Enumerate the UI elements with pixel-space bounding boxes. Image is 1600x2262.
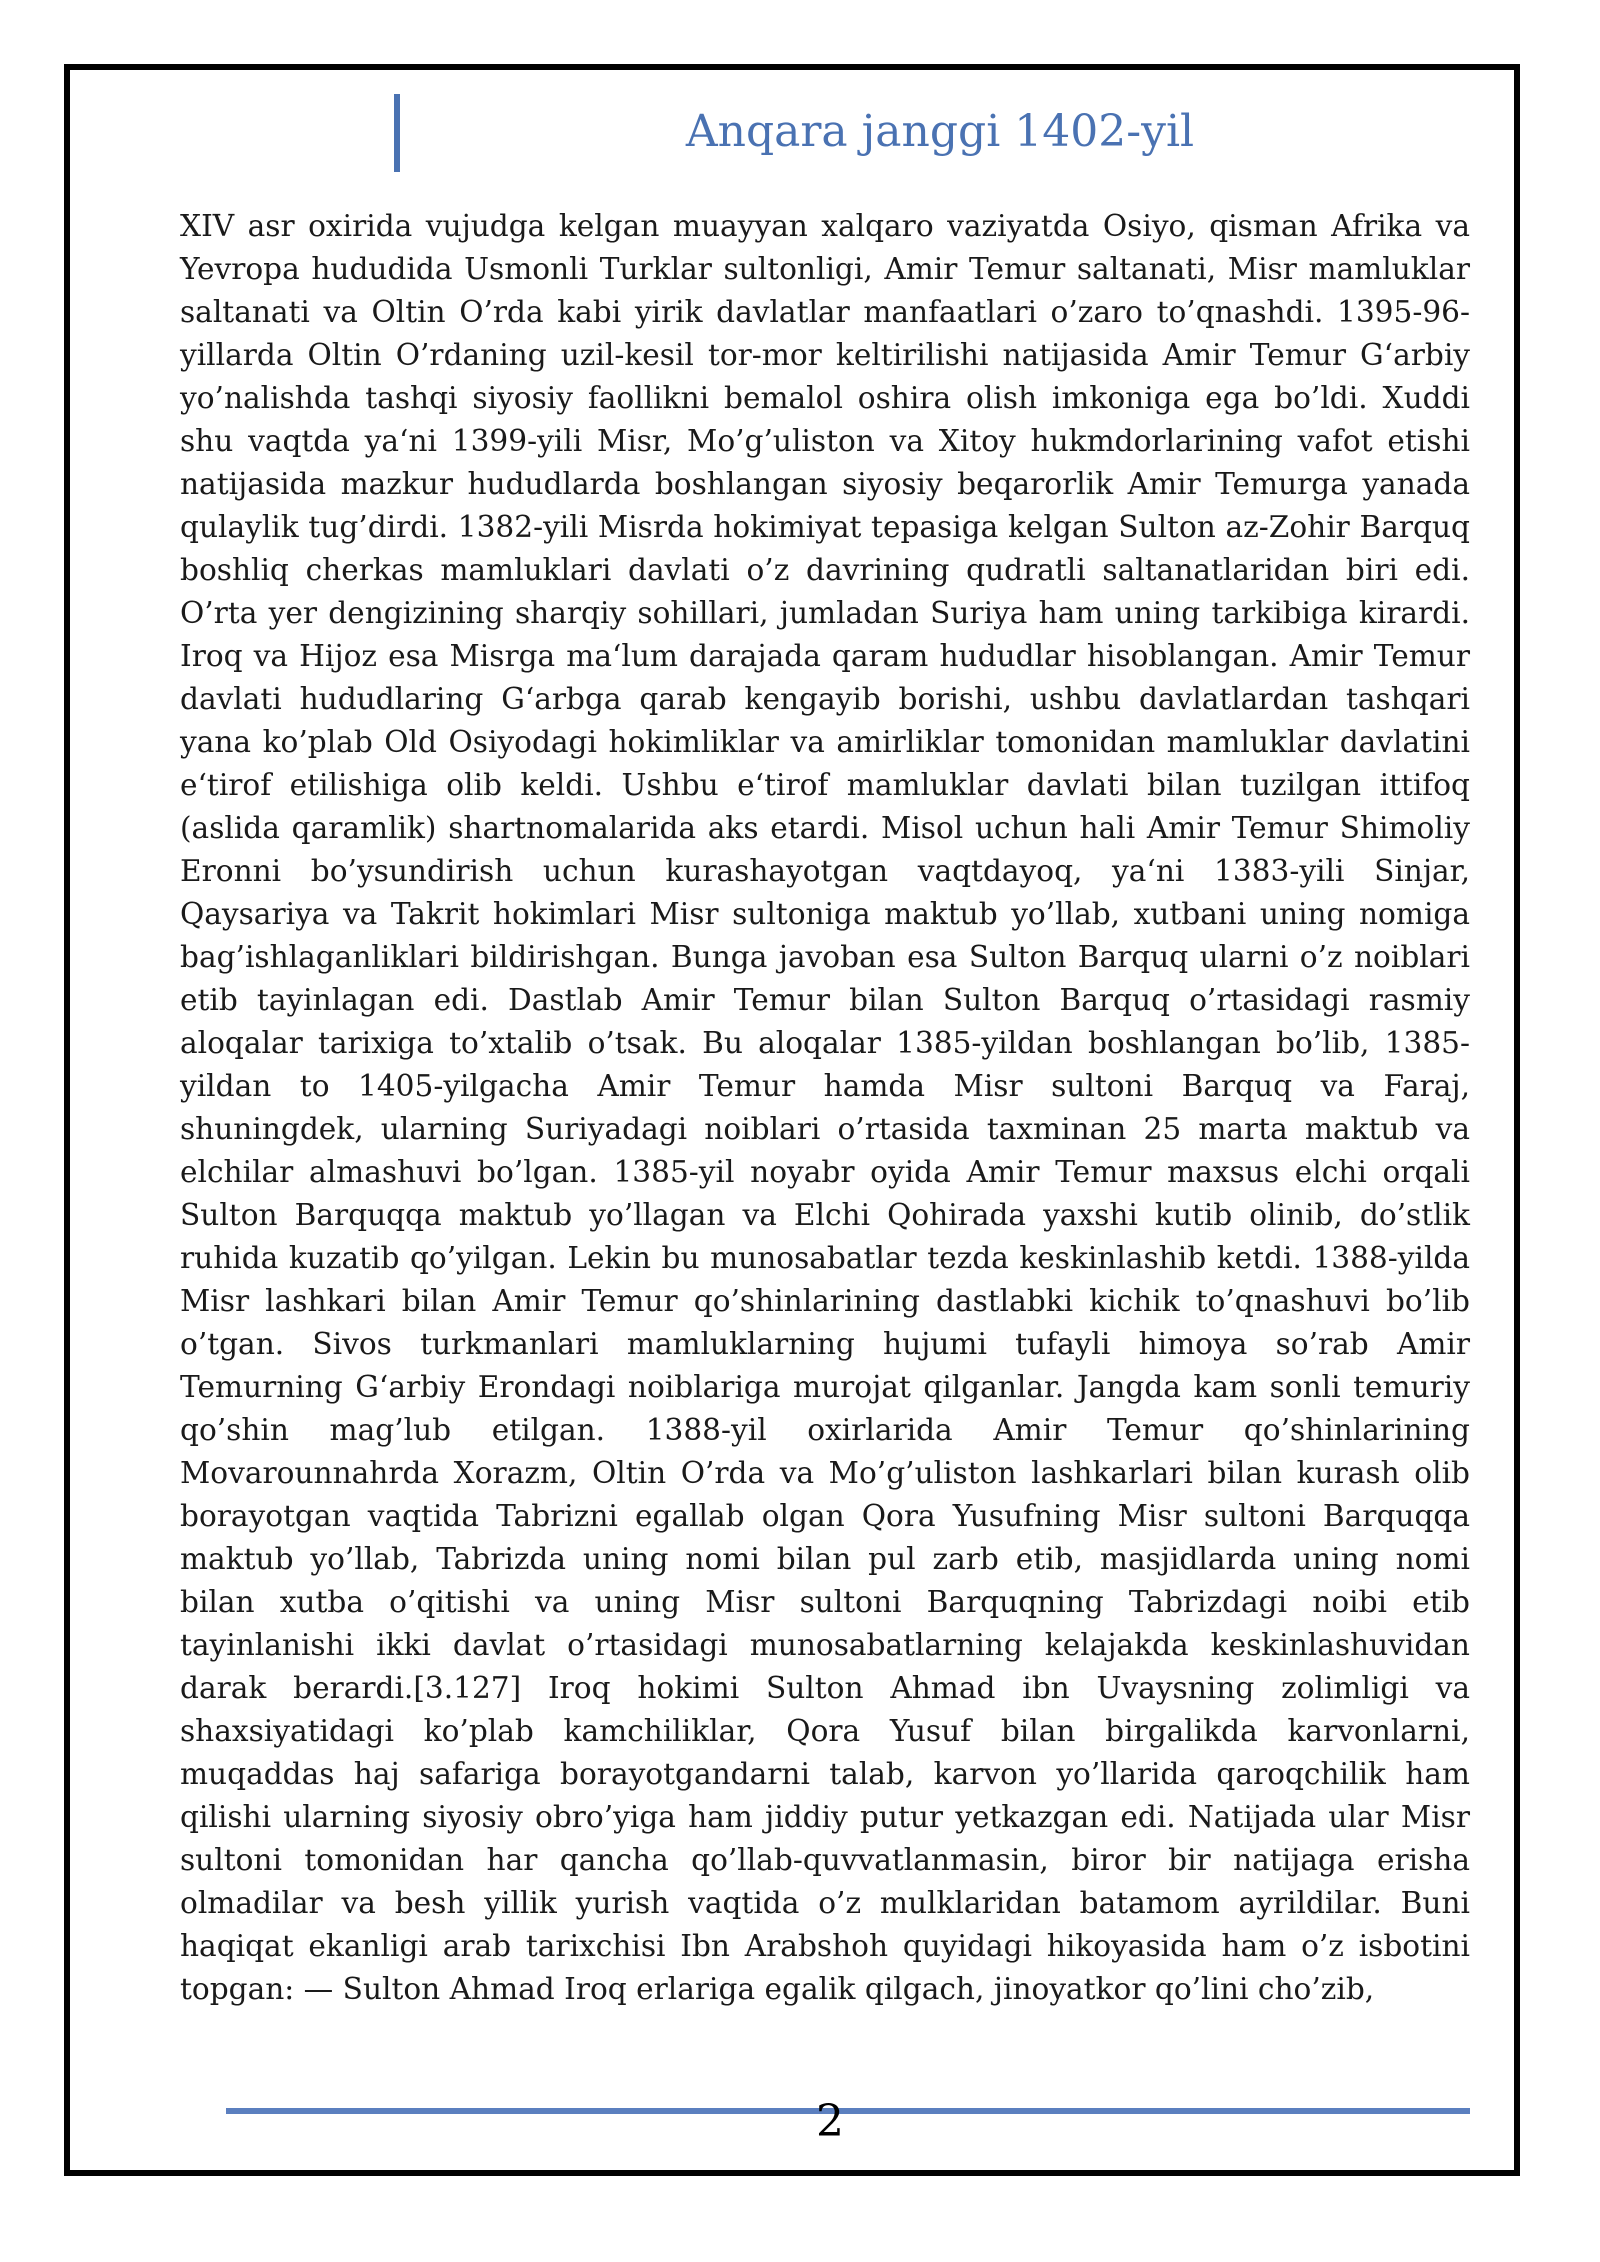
page-number: 2 <box>816 2096 844 2147</box>
title-accent-bar <box>394 94 400 172</box>
page-title: Anqara janggi 1402-yil <box>685 106 1195 157</box>
body-paragraph: XIV asr oxirida vujudga kelgan muayyan xalqaro vaziyatda Osiyo, qisman Afrika va Yevropa hududida Usmonli Turklar sultonligi, Amir Temur saltanati, Misr mamluklar saltanati va Oltin O’rda kabi yirik davlatlar manfaatlari o’zaro to’qnashdi. 1395-96-yillarda Oltin O’rdaning uzil-kesil tor-mor keltirilishi natijasida Amir Temur G‘arbiy yo’nalishda tashqi siyosiy faollikni bemalol oshira olish imkoniga ega bo’ldi. Xuddi shu vaqtda ya‘ni 1399-yili Misr, Mo’g’uliston va Xitoy hukmdorlarining vafot etishi natijasida mazkur hududlarda boshlangan siyosiy beqarorlik Amir Temurga yanada qulaylik tug’dirdi. 1382-yili Misrda hokimiyat tepasiga kelgan Sulton az-Zohir Barquq boshliq cherkas mamluklari davlati o’z davrining qudratli saltanatlaridan biri edi. O’rta yer dengizining sharqiy sohillari, jumladan Suriya ham uning tarkibiga kirardi. Iroq va Hijoz esa Misrga ma‘lum darajada qaram hududlar hisoblangan. Amir Temur davlati hududlaring G‘arbga qarab kengayib borishi, ushbu davlatlardan tashqari yana ko’plab Old Osiyodagi hokimliklar va amirliklar tomonidan mamluklar davlatini e‘tirof etilishiga olib keldi. Ushbu e‘tirof mamluklar davlati bilan tuzilgan ittifoq (aslida qaramlik) shartnomalarida aks etardi. Misol uchun hali Amir Temur Shimoliy Eronni bo’ysundirish uchun kurashayotgan vaqtdayoq, ya‘ni 1383-yili Sinjar, Qaysariya va Takrit hokimlari Misr sultoniga maktub yo’llab, xutbani uning nomiga bag’ishlaganliklari bildirishgan. Bunga javoban esa Sulton Barquq ularni o’z noiblari etib tayinlagan edi. Dastlab Amir Temur bilan Sulton Barquq o’rtasidagi rasmiy aloqalar tarixiga to’xtalib o’tsak. Bu aloqalar 1385-yildan boshlangan bo’lib, 1385-yildan to 1405-yilgacha Amir Temur hamda Misr sultoni Barquq va Faraj, shuningdek, ularning Suriyadagi noiblari o’rtasida taxminan 25 marta maktub va elchilar almashuvi bo’lgan. 1385-yil noyabr oyida Amir Temur maxsus elchi orqali Sulton Barquqqa maktub yo’llagan va Elchi Qohirada yaxshi kutib olinib, do’stlik ruhida kuzatib qo’yilgan. Lekin bu munosabatlar tezda keskinlashib ketdi. 1388-yilda Misr lashkari bilan Amir Temur qo’shinlarining dastlabki kichik to’qnashuvi bo’lib o’tgan. Sivos turkmanlari mamluklarning hujumi tufayli himoya so’rab Amir Temurning G‘arbiy Erondagi noiblariga murojat qilganlar. Jangda kam sonli temuriy qo’shin mag’lub etilgan. 1388-yil oxirlarida Amir Temur qo’shinlarining Movarounnahrda Xorazm, Oltin O’rda va Mo’g’uliston lashkarlari bilan kurash olib borayotgan vaqtida Tabrizni egallab olgan Qora Yusufning Misr sultoni Barquqqa maktub yo’llab, Tabrizda uning nomi bilan pul zarb etib, masjidlarda uning nomi bilan xutba o’qitishi va uning Misr sultoni Barquqning Tabrizdagi noibi etib tayinlanishi ikki davlat o’rtasidagi munosabatlarning kelajakda keskinlashuvidan darak berardi.[3.127] Iroq hokimi Sulton Ahmad ibn Uvaysning zolimligi va shaxsiyatidagi ko’plab kamchiliklar, Qora Yusuf bilan birgalikda karvonlarni, muqaddas haj safariga borayotgandarni talab, karvon yo’llarida qaroqchilik ham qilishi ularning siyosiy obro’yiga ham jiddiy putur yetkazgan edi. Natijada ular Misr sultoni tomonidan har qancha qo’llab-quvvatlanmasin, biror bir natijaga erisha olmadilar va besh yillik yurish vaqtida o’z mulklaridan batamom ayrildilar. Buni haqiqat ekanligi arab tarixchisi Ibn Arabshoh quyidagi hikoyasida ham o’z isbotini topgan: — Sulton Ahmad Iroq erlariga egalik qilgach, jinoyatkor qo’lini cho’zib, <box>180 209 1470 2006</box>
